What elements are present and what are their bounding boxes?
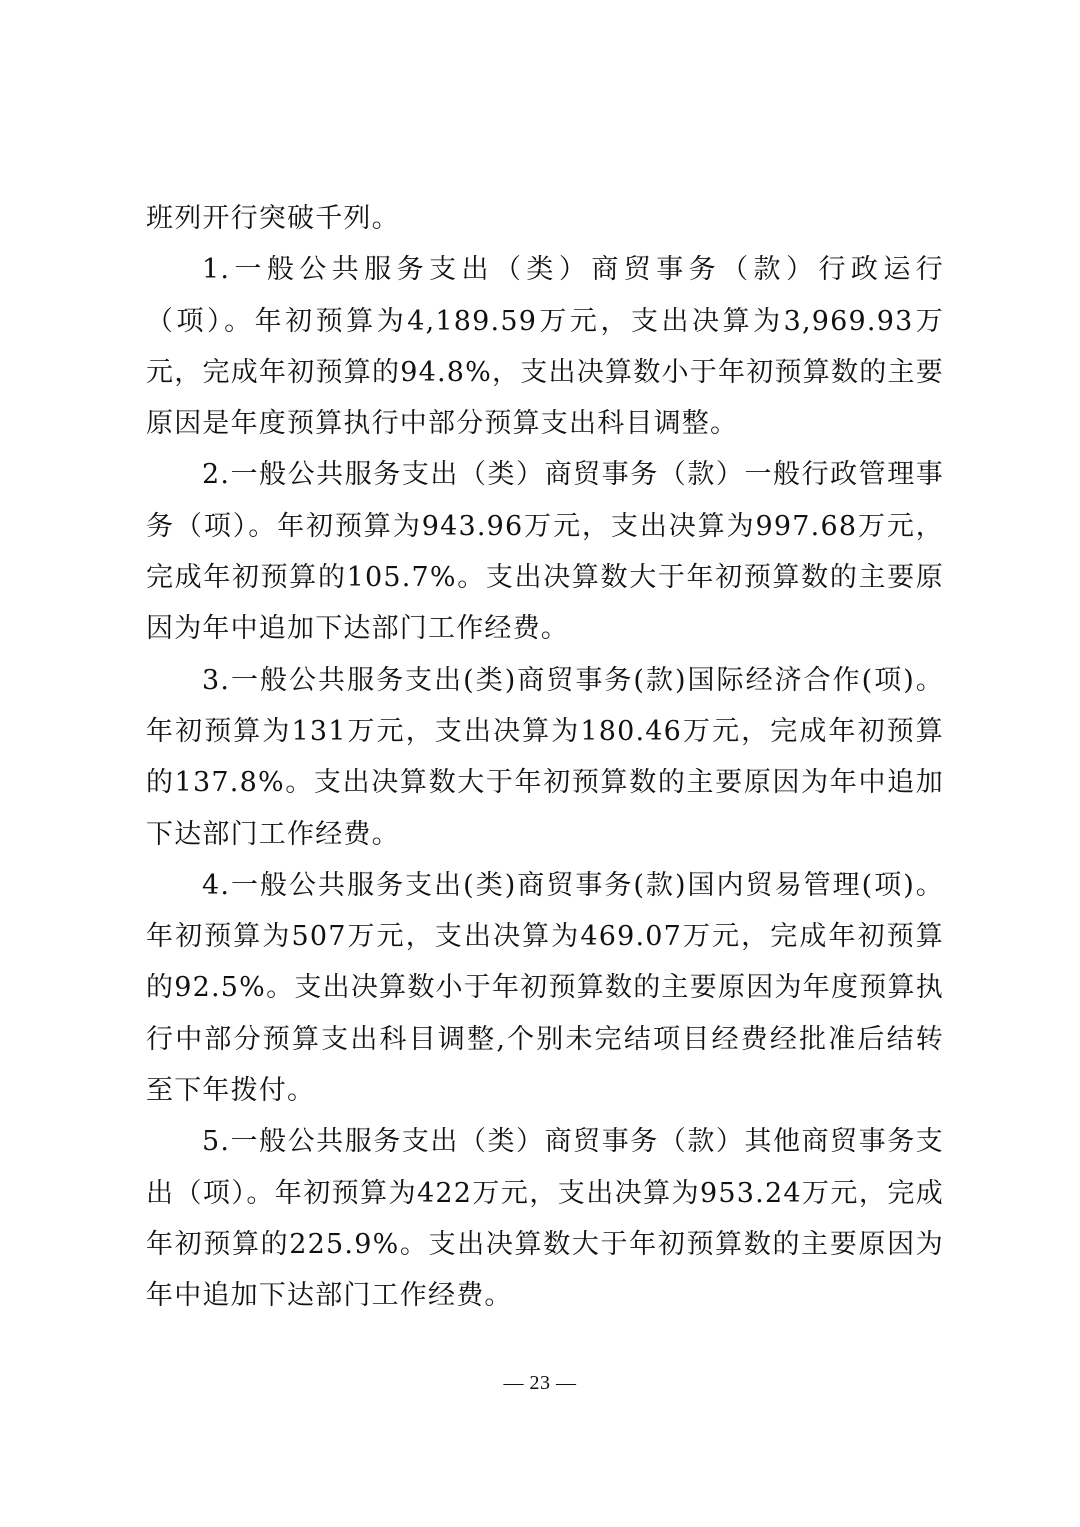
paragraph-continuation: 班列开行突破千列。 bbox=[146, 203, 400, 234]
paragraph-item-3: 3.一般公共服务支出(类)商贸事务(款)国际经济合作(项)。年初预算为131万元，支出决算为180.46万元，完成年初预算的137.8%。支出决算数大于年初预算数的主要原因为年中追加下达部门工作经费。 bbox=[146, 664, 944, 850]
body-text bbox=[146, 193, 944, 1322]
paragraph-item-2: 2.一般公共服务支出（类）商贸事务（款）一般行政管理事务（项）。年初预算为943.96万元，支出决算为997.68万元，完成年初预算的105.7%。支出决算数大于年初预算数的主要原因为年中追加下达部门工作经费。 bbox=[146, 459, 944, 645]
page-number: — 23 — bbox=[503, 1372, 577, 1394]
paragraph-item-5: 5.一般公共服务支出（类）商贸事务（款）其他商贸事务支出（项）。年初预算为422万元，支出决算为953.24万元，完成年初预算的225.9%。支出决算数大于年初预算数的主要原因为年中追加下达部门工作经费。 bbox=[146, 1126, 944, 1312]
paragraph-item-1: 1.一般公共服务支出（类）商贸事务（款）行政运行（项）。年初预算为4,189.59万元，支出决算为3,969.93万元，完成年初预算的94.8%，支出决算数小于年初预算数的主要原因是年度预算执行中部分预算支出科目调整。 bbox=[146, 254, 944, 440]
paragraph-item-4: 4.一般公共服务支出(类)商贸事务(款)国内贸易管理(项)。年初预算为507万元，支出决算为469.07万元，完成年初预算的92.5%。支出决算数小于年初预算数的主要原因为年度预算执行中部分预算支出科目调整,个别未完结项目经费经批准后结转至下年拨付。 bbox=[146, 869, 944, 1107]
